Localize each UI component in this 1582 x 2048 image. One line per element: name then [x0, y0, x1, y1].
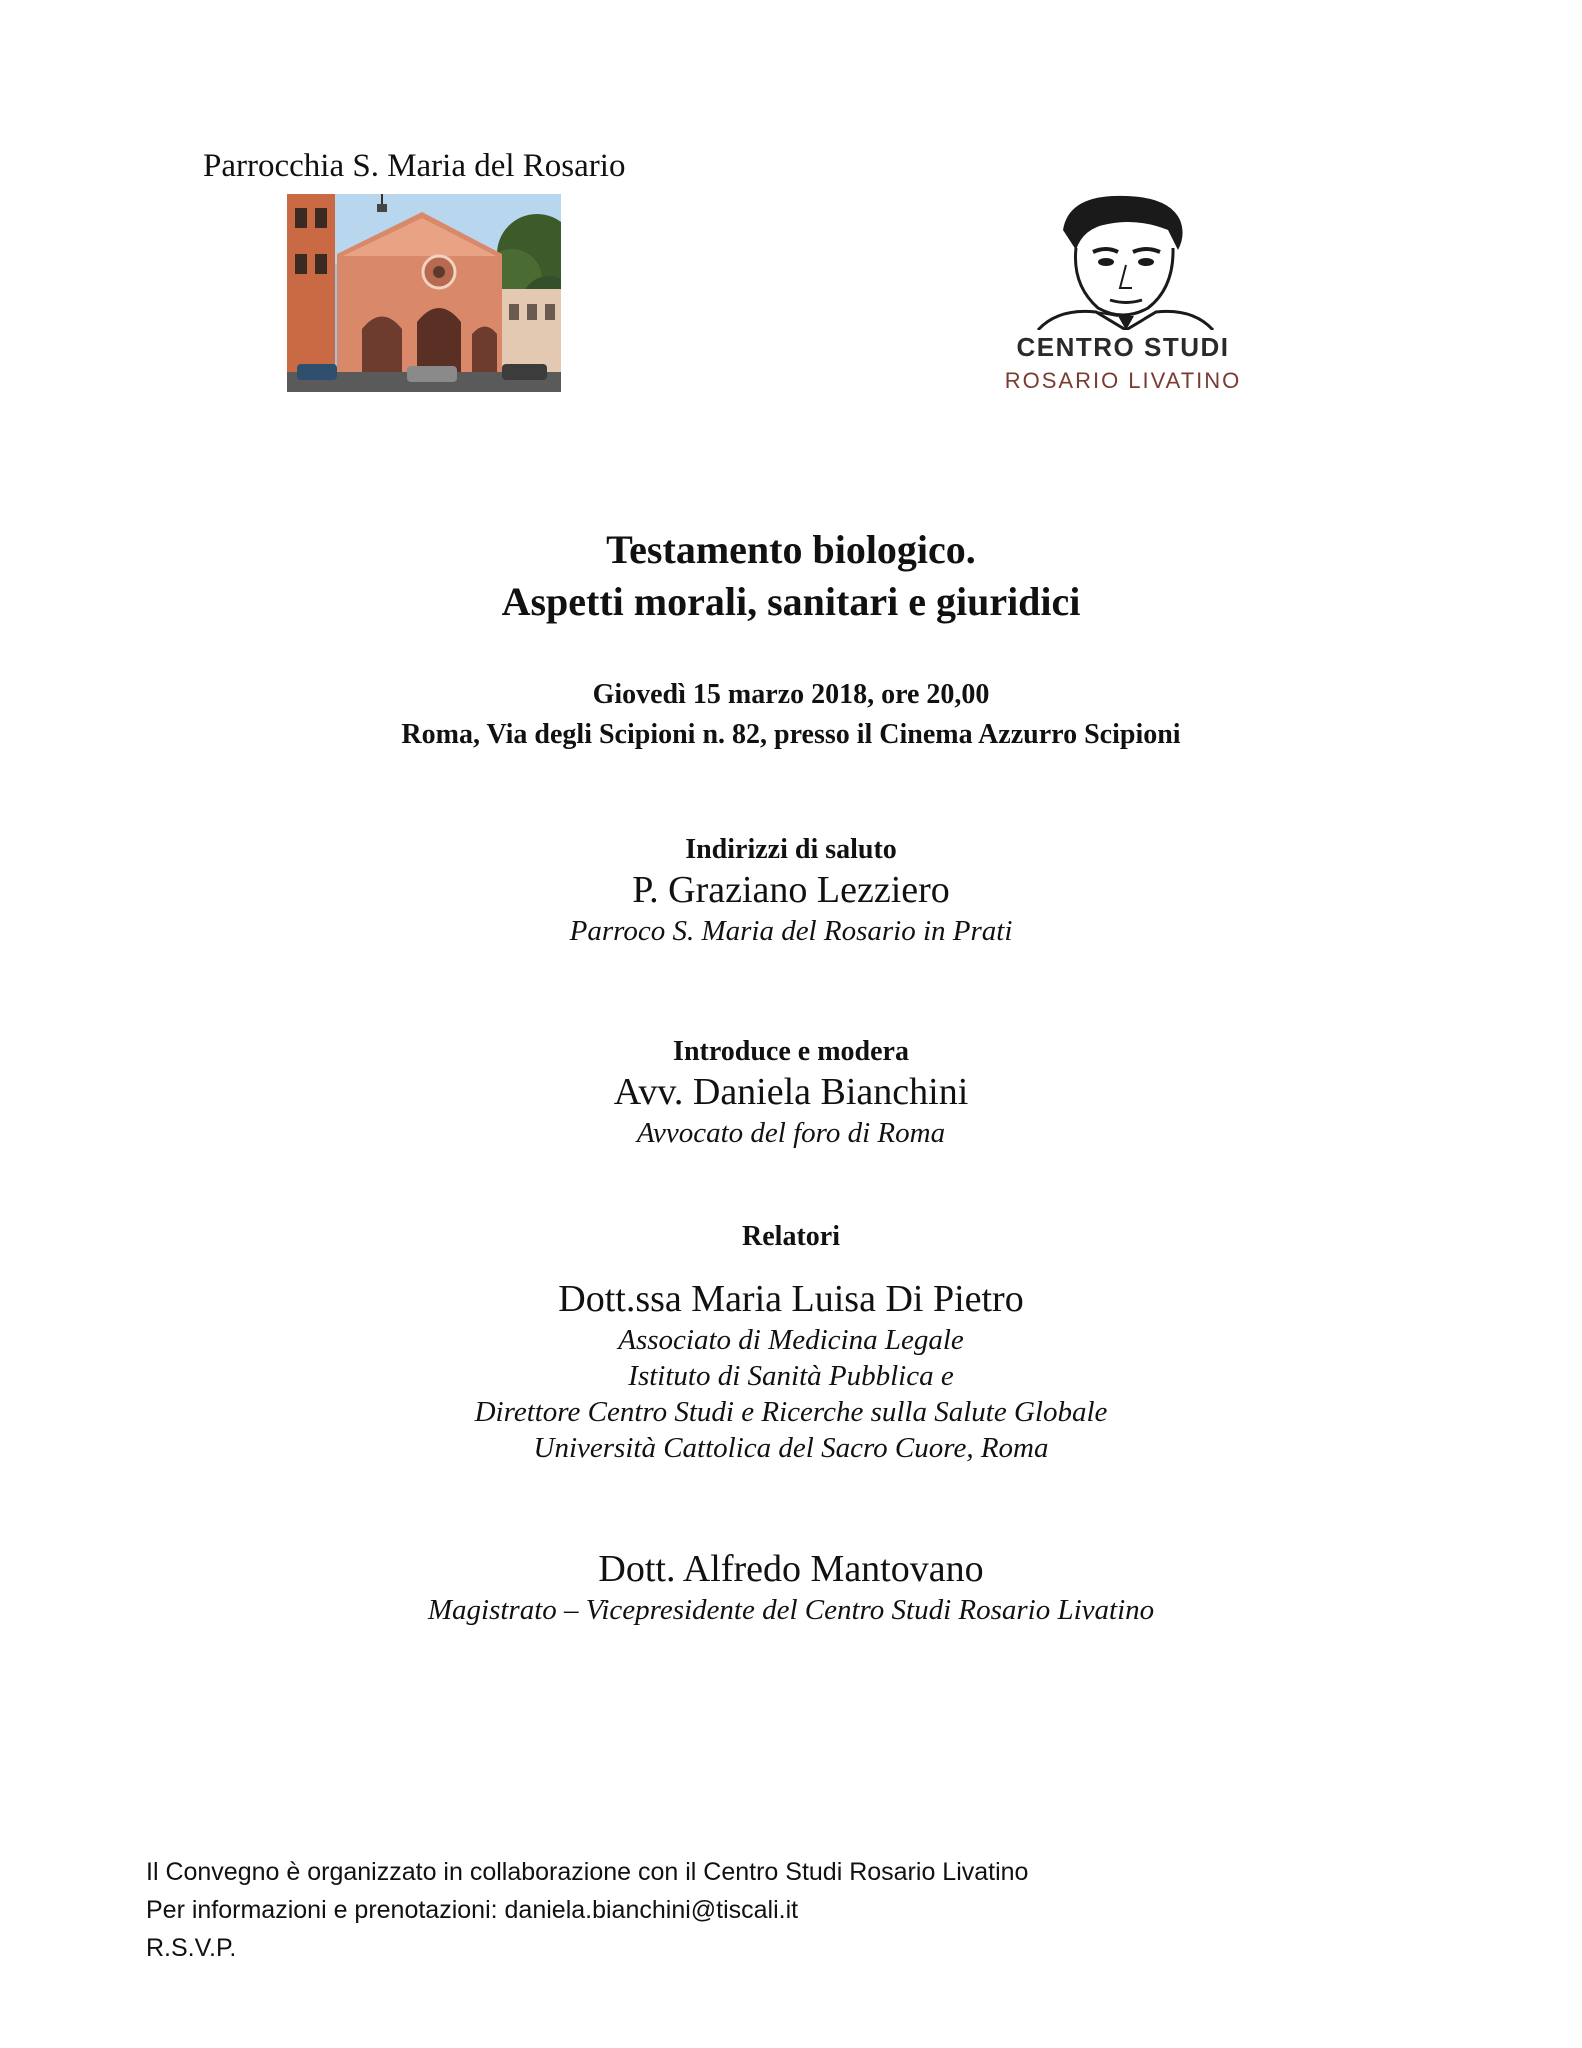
centro-studi-logo	[968, 190, 1278, 395]
footer	[146, 1853, 1028, 1967]
speaker-item	[0, 1276, 1582, 1466]
event-details	[0, 675, 1582, 755]
portrait-icon	[968, 190, 1278, 330]
moderator-label: Introduce e modera	[673, 1036, 909, 1067]
speaker-name: Dott. Alfredo Mantovano	[598, 1548, 984, 1590]
greetings-label: Indirizzi di saluto	[685, 834, 897, 865]
footer-organizer: Il Convegno è organizzato in collaborazione con il Centro Studi Rosario Livatino	[146, 1858, 1029, 1886]
greetings-role: Parroco S. Maria del Rosario in Prati	[569, 915, 1013, 947]
title-line-2: Aspetti morali, sanitari e giuridici	[501, 579, 1081, 624]
speaker-name: Dott.ssa Maria Luisa Di Pietro	[558, 1278, 1024, 1320]
speaker-role: Università Cattolica del Sacro Cuore, Roma	[533, 1432, 1049, 1464]
parish-name: Parrocchia S. Maria del Rosario	[203, 148, 626, 184]
event-place: Roma, Via degli Scipioni n. 82, presso il Cinema Azzurro Scipioni	[401, 719, 1181, 750]
logo-subtitle: ROSARIO LIVATINO	[1004, 368, 1242, 393]
logo-title: CENTRO STUDI	[1016, 332, 1230, 362]
moderator-name: Avv. Daniela Bianchini	[613, 1071, 969, 1113]
speakers-section	[0, 1220, 1582, 1254]
speaker-role: Direttore Centro Studi e Ricerche sulla Salute Globale	[474, 1396, 1108, 1428]
speaker-role: Istituto di Sanità Pubblica e	[628, 1360, 954, 1392]
title-line-1: Testamento biologico.	[606, 527, 976, 572]
footer-rsvp: R.S.V.P.	[146, 1934, 237, 1962]
church-photo	[287, 194, 561, 392]
speakers-label: Relatori	[742, 1221, 840, 1252]
greetings-name: P. Graziano Lezziero	[632, 869, 950, 911]
moderator-role: Avvocato del foro di Roma	[636, 1117, 946, 1149]
speaker-item	[0, 1546, 1582, 1628]
moderator-section	[0, 1035, 1582, 1151]
event-title	[0, 524, 1582, 628]
speaker-role: Associato di Medicina Legale	[618, 1324, 964, 1356]
speaker-role: Magistrato – Vicepresidente del Centro Studi Rosario Livatino	[427, 1594, 1155, 1626]
greetings-section	[0, 833, 1582, 949]
footer-contact: Per informazioni e prenotazioni: daniela.bianchini@tiscali.it	[146, 1896, 799, 1924]
event-date: Giovedì 15 marzo 2018, ore 20,00	[592, 679, 990, 710]
